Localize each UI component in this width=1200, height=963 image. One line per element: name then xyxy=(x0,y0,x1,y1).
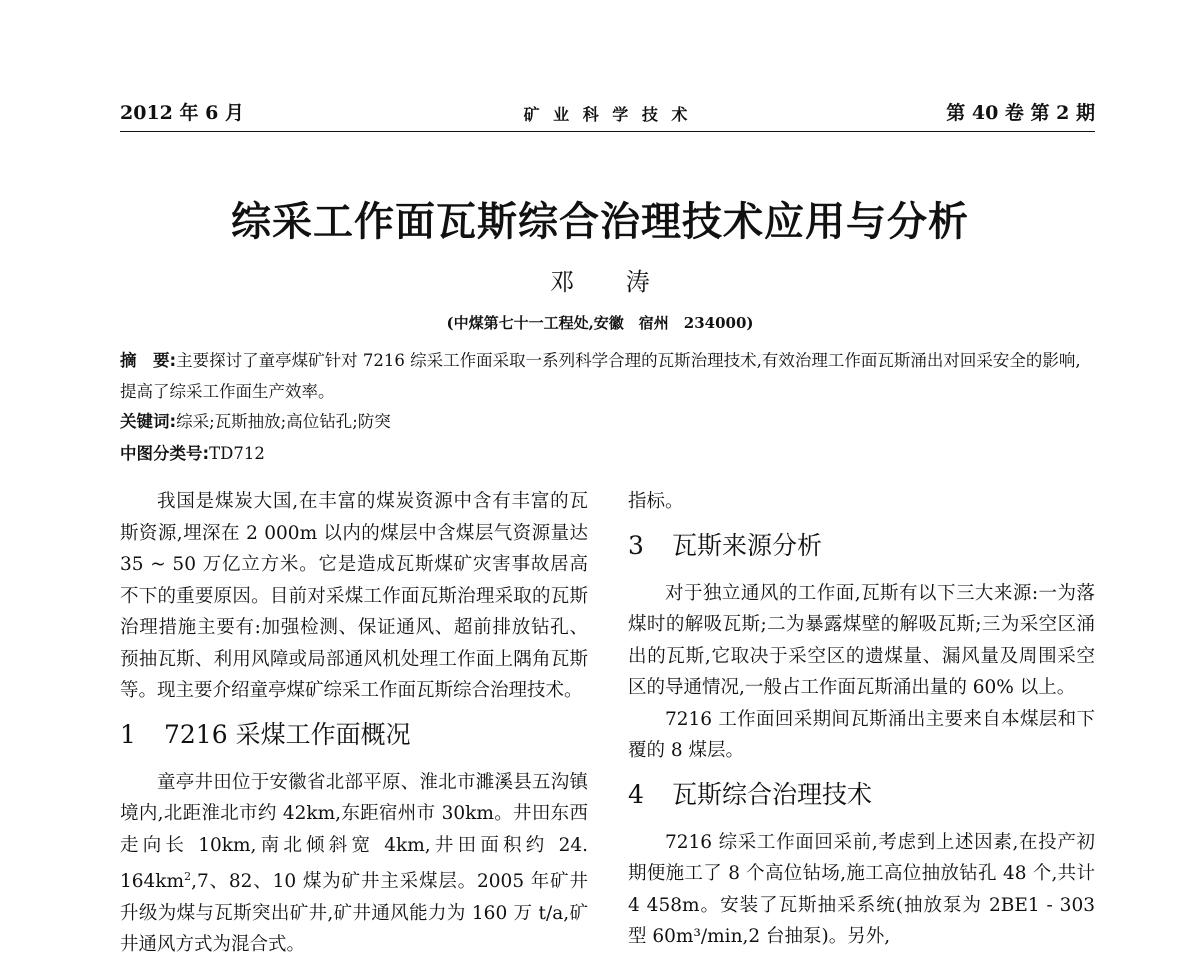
right-column xyxy=(628,486,1095,953)
keywords-text: 综采;瓦斯抽放;高位钻孔;防突 xyxy=(176,412,391,431)
abstract xyxy=(120,345,1095,407)
section-number: 4 xyxy=(628,779,644,809)
paper-title: 综采工作面瓦斯综合治理技术应用与分析 xyxy=(231,198,969,245)
section-number: 1 xyxy=(120,719,136,749)
intro-paragraph: 我国是煤炭大国,在丰富的煤炭资源中含有丰富的瓦斯资源,埋深在 2 000m 以内的煤层中含煤层气资源量达 35 ~ 50 万亿立方米。它是造成瓦斯煤矿灾害事故居高不下的重要原因。目前对采煤工作面瓦斯治理采取的瓦斯治理措施主要有:加强检测、保证通风、超前排放钻孔、预抽瓦斯、利用风障或局部通风机处理工作面上隅角瓦斯等。现主要介绍童亭煤矿综采工作面瓦斯综合治理技术。 xyxy=(120,491,588,701)
header-rule xyxy=(120,131,1095,132)
section-3-paragraph-1: 对于独立通风的工作面,瓦斯有以下三大来源:一为落煤时的解吸瓦斯;二为暴露煤壁的解吸瓦斯;三为采空区涌出的瓦斯,它取决于采空区的遗煤量、漏风量及周围采空区的导通情况,一般占工作面瓦斯涌出量的 60% 以上。 xyxy=(628,582,1095,698)
issue-date: 2012 年 6 月 xyxy=(120,102,244,124)
keywords-label: 关键词: xyxy=(120,412,177,431)
running-header xyxy=(120,98,1095,128)
section-1-heading xyxy=(120,715,588,755)
volume-issue: 第 40 卷 第 2 期 xyxy=(946,102,1095,124)
section-number: 3 xyxy=(628,530,644,560)
keywords xyxy=(120,408,391,432)
section-title: 瓦斯来源分析 xyxy=(672,530,823,560)
section-1-paragraph: 童亭井田位于安徽省北部平原、淮北市濉溪县五沟镇境内,北距淮北市约 42km,东距宿州市 30km。井田东西走向长 10km,南北倾斜宽 4km,井田面积约 24. $164km^2,7$、82、10 煤为矿井主采煤层。2005 年矿井升级为煤与瓦斯突出矿井,矿井通风能力为 160 万 t/a,矿井通风方式为混合式。 xyxy=(120,771,588,956)
classification-text: TD712 xyxy=(209,444,265,463)
affiliation: (中煤第七十一工程处,安徽 宿州 234000) xyxy=(446,314,754,332)
author: 邓 涛 xyxy=(550,268,672,296)
left-column xyxy=(120,486,588,961)
section-3-paragraph-2: 7216 工作面回采期间瓦斯涌出主要来自本煤层和下覆的 8 煤层。 xyxy=(628,708,1095,761)
superscript: 2 xyxy=(184,870,192,883)
continued-text: 指标。 xyxy=(628,491,684,512)
section-title: 7216 采煤工作面概况 xyxy=(164,719,411,749)
classification-label: 中图分类号: xyxy=(120,444,210,463)
abstract-text: 主要探讨了童亭煤矿针对 7216 综采工作面采取一系列科学合理的瓦斯治理技术,有效治理工作面瓦斯涌出对回采安全的影响,提高了综采工作面生产效率。 xyxy=(120,351,1081,401)
section-3-heading xyxy=(628,526,1095,566)
classification xyxy=(120,440,265,464)
section-4-heading xyxy=(628,775,1095,815)
journal-name: 矿 业 科 学 技 术 xyxy=(523,105,692,124)
abstract-label: 摘 要: xyxy=(120,351,177,370)
section-title: 瓦斯综合治理技术 xyxy=(672,779,873,809)
section-4-paragraph-1: 7216 综采工作面回采前,考虑到上述因素,在投产初期便施工了 8 个高位钻场,施工高位抽放钻孔 48 个,共计 4 458m。安装了瓦斯抽采系统(抽放泵为 2BE1 - 303 型 60m³/min,2 台抽泵)。另外, xyxy=(628,831,1095,947)
